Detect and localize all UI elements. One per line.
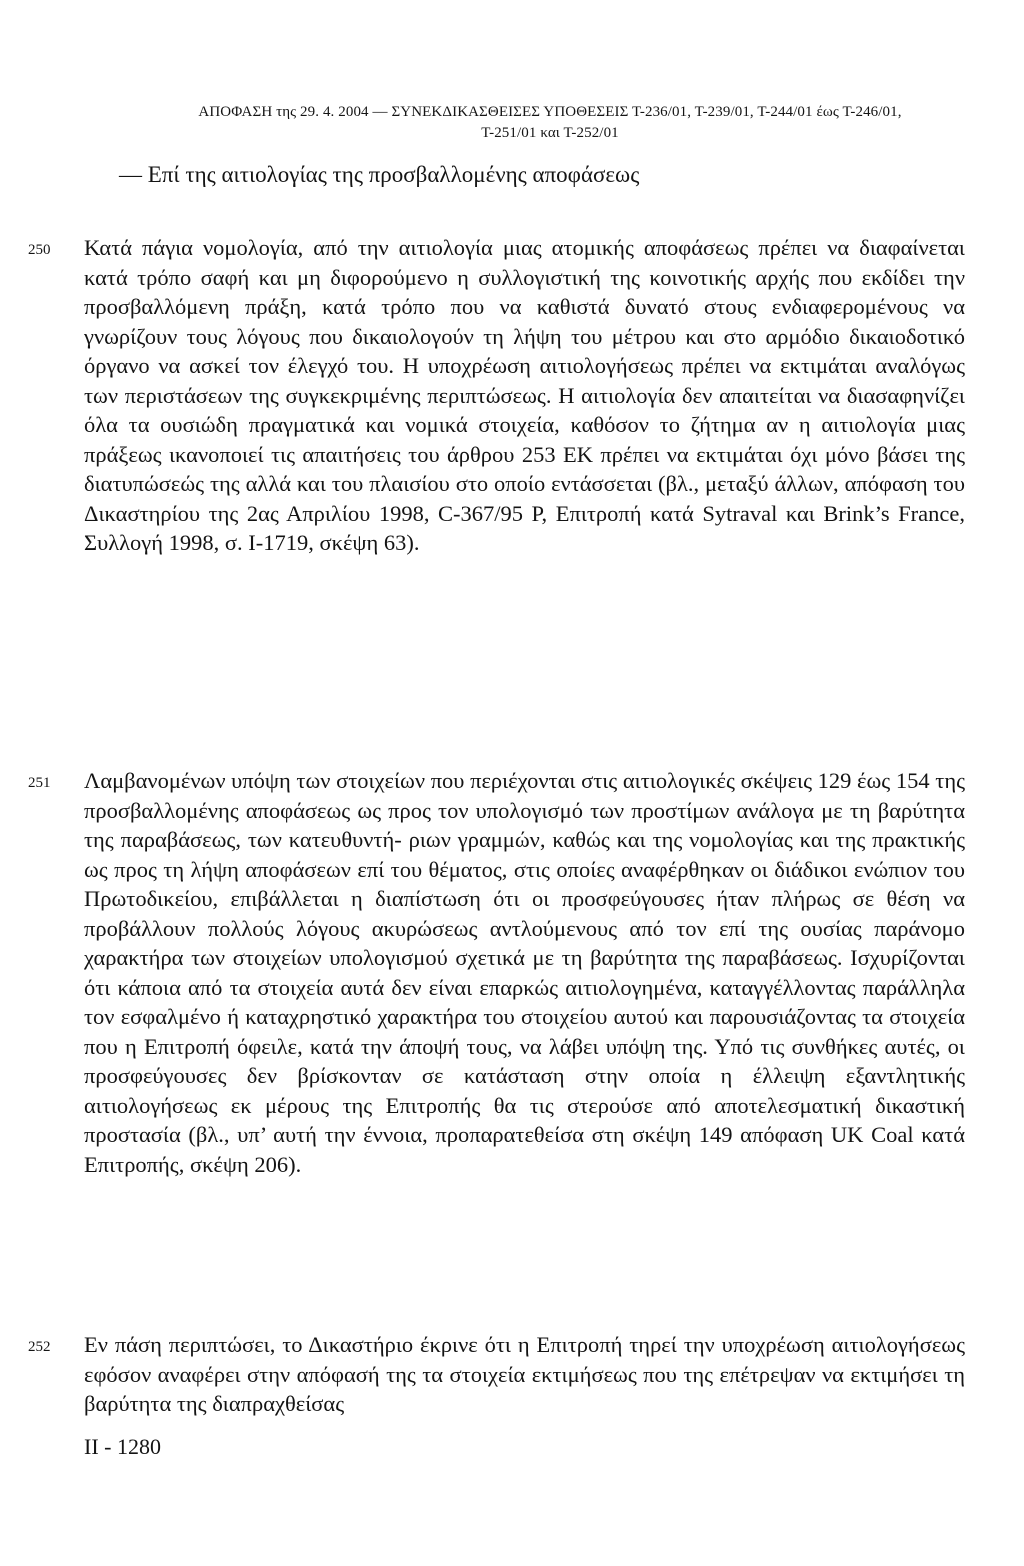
paragraph-text: Κατά πάγια νομολογία, από την αιτιολογία μιας ατομικής αποφάσεως πρέπει να διαφαίνεται κατά τρόπο σαφή και μη διφορούμενο η συλλογιστική της κοινοτικής αρχής που εκδίδει την προσβαλλόμενη πράξη, κατά τρόπο που να καθιστά δυνατό στους ενδιαφερομένους να γνωρίζουν τους λόγους που δικαιολογούν τη λήψη του μέτρου και στο αρμόδιο δικαιοδοτικό όργανο να ασκεί τον έλεγχό του. Η υποχρέωση αιτιολογήσεως πρέπει να εκτιμάται αναλόγως των περιστάσεων της συγκεκριμένης περιπτώσεως. Η αιτιολογία δεν απαιτείται να διασαφηνίζει όλα τα ουσιώδη πραγματικά και νομικά στοιχεία, καθόσον το ζήτημα αν η αιτιολογία μιας πράξεως ικανοποιεί τις απαιτήσεις του άρθρου 253 ΕΚ πρέπει να εκτιμάται όχι μόνο βάσει της διατυπώσεώς της αλλά και του πλαισίου στο οποίο εντάσσεται (βλ., μεταξύ άλλων, απόφαση του Δικαστηρίου της 2ας Απριλίου 1998, C-367/95 P, Επιτροπή κατά Sytraval και Brink’s France, Συλλογή 1998, σ. I-1719, σκέψη 63). — [84, 235, 965, 555]
running-header — [150, 102, 950, 144]
running-header-line-1: ΑΠΟΦΑΣΗ της 29. 4. 2004 — ΣΥΝΕΚΔΙΚΑΣΘΕΙΣΕΣ ΥΠΟΘΕΣΕΙΣ Τ-236/01, Τ-239/01, Τ-244/01 έως Τ-246/01, — [198, 104, 902, 120]
paragraph-text: Λαμβανομένων υπόψη των στοιχείων που περιέχονται στις αιτιολογικές σκέψεις 129 έως 154 της προσβαλλομένης αποφάσεως ως προς τον υπολογισμό των προστίμων ανάλογα με τη βαρύτητα της παραβάσεως, των κατευθυντή- ριων γραμμών, καθώς και της νομολογίας και της πρακτικής ως προς τη λήψη αποφάσεων επί του θέματος, στις οποίες αναφέρθηκαν οι διάδικοι ενώπιον του Πρωτοδικείου, επιβάλλεται η διαπίστωση ότι οι προσφεύγουσες ήταν πλήρως σε θέση να προβάλλουν πολλούς λόγους ακυρώσεως αντλούμενους από τον επί της ουσίας παράνομο χαρακτήρα των στοιχείων υπολογισμού σχετικά με τη βαρύτητα της παραβάσεως. Ισχυρίζονται ότι κάποια από τα στοιχεία αυτά δεν είναι επαρκώς αιτιολογημένα, καταγγέλλοντας παράλληλα τον εσφαλμένο ή καταχρηστικό χαρακτήρα του στοιχείου αυτού και παρουσιάζοντας τα στοιχεία που η Επιτροπή όφειλε, κατά την άποψή τους, να λάβει υπόψη της. Υπό τις συνθήκες αυτές, οι προσφεύγουσες δεν βρίσκονταν σε κατάσταση στην οποία η έλλειψη εξαντλητικής αιτιολογήσεως εκ μέρους της Επιτροπής θα τις στερούσε από αποτελεσματική δικαστική προστασία (βλ., υπ’ αυτή την έννοια, προπαρατεθείσα στη σκέψη 149 απόφαση UK Coal κατά Επιτροπής, σκέψη 206). — [84, 768, 965, 1177]
running-header-line-2: Τ-251/01 και Τ-252/01 — [481, 125, 619, 141]
paragraph-251 — [28, 766, 965, 1179]
paragraph-text: Εν πάση περιπτώσει, το Δικαστήριο έκρινε ότι η Επιτροπή τηρεί την υποχρέωση αιτιολογήσεως εφόσον αναφέρει στην απόφασή της τα στοιχεία εκτιμήσεως που της επέτρεψαν να εκτιμήσει τη βαρύτητα της διαπραχθείσας — [84, 1332, 965, 1416]
paragraph-number: 251 — [28, 775, 51, 791]
paragraph-250 — [28, 233, 965, 558]
page-number: II - 1280 — [84, 1434, 161, 1459]
section-heading: — Επί της αιτιολογίας της προσβαλλομένης αποφάσεως — [119, 162, 640, 187]
paragraph-252 — [28, 1330, 965, 1419]
paragraph-number: 252 — [28, 1339, 51, 1355]
paragraph-number: 250 — [28, 242, 51, 258]
